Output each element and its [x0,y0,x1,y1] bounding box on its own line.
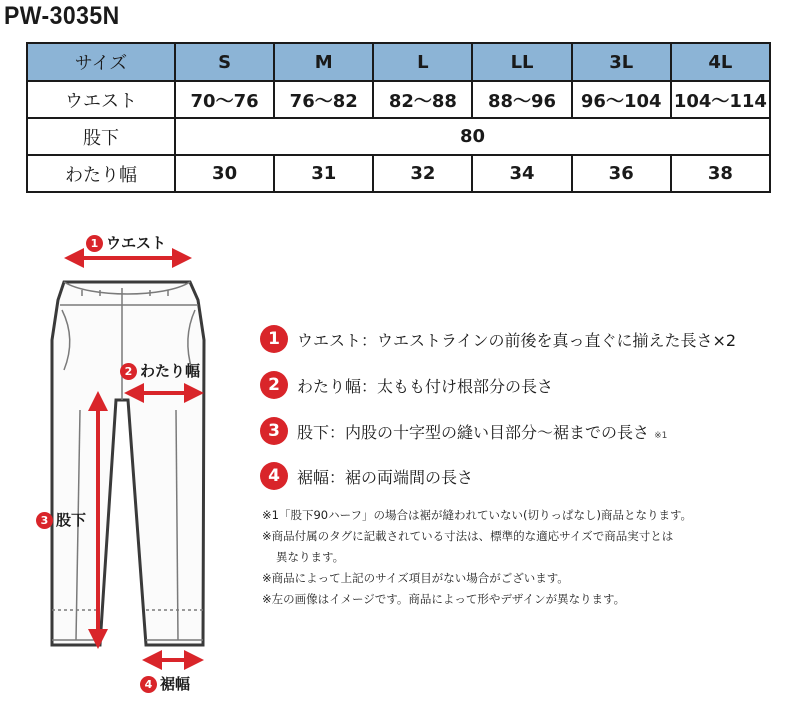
header-cell: サイズ [27,43,175,81]
table-cell: 36 [572,155,671,192]
table-cell: 104〜114 [671,81,770,118]
inseam-row [27,118,770,155]
table-cell: 80 [175,118,770,155]
header-cell: M [274,43,373,81]
note-line: ※商品付属のタグに記載されている寸法は、標準的な適応サイズで商品実寸とは [262,529,674,543]
size-header-row [27,43,770,81]
header-cell: S [175,43,274,81]
number-badge-icon: 2 [260,371,288,399]
header-cell: 3L [572,43,671,81]
note-line: ※商品によって上記のサイズ項目がない場合がございます。 [262,571,569,585]
diagram-inseam-label: 3 股下 [36,509,86,530]
header-cell: 4L [671,43,770,81]
table-cell: 34 [472,155,571,192]
diagram-hem-label: 4 裾幅 [140,673,190,694]
number-badge-icon: 1 [260,325,288,353]
notes [262,505,692,610]
note-line: 異なります。 [276,550,345,564]
waist-row [27,81,770,118]
badge-4-icon: 4 [140,676,157,693]
header-cell: L [373,43,472,81]
row-label: 股下 [27,118,175,155]
table-cell: 70〜76 [175,81,274,118]
table-cell: 32 [373,155,472,192]
pants-diagram [0,220,240,710]
table-cell: 31 [274,155,373,192]
badge-3-icon: 3 [36,512,53,529]
number-badge-icon: 4 [260,462,288,490]
badge-1-icon: 1 [86,235,103,252]
thigh-row [27,155,770,192]
diagram-waist-label: 1 ウエスト [86,232,166,253]
table-cell: 30 [175,155,274,192]
table-cell: 88〜96 [472,81,571,118]
table-cell: 38 [671,155,770,192]
table-cell: 96〜104 [572,81,671,118]
table-cell: 76〜82 [274,81,373,118]
badge-2-icon: 2 [120,363,137,380]
note-line: ※1「股下90ハーフ」の場合は裾が縫われていない(切りっぱなし)商品となります。 [262,508,693,522]
pants-outline [52,282,204,645]
size-table [26,42,771,193]
product-code: PW-3035N [4,2,120,30]
diagram-thigh-label: 2 わたり幅 [120,360,200,381]
table-cell: 82〜88 [373,81,472,118]
row-label: ウエスト [27,81,175,118]
note-line: ※左の画像はイメージです。商品によって形やデザインが異なります。 [262,592,626,606]
row-label: わたり幅 [27,155,175,192]
number-badge-icon: 3 [260,417,288,445]
header-cell: LL [472,43,571,81]
